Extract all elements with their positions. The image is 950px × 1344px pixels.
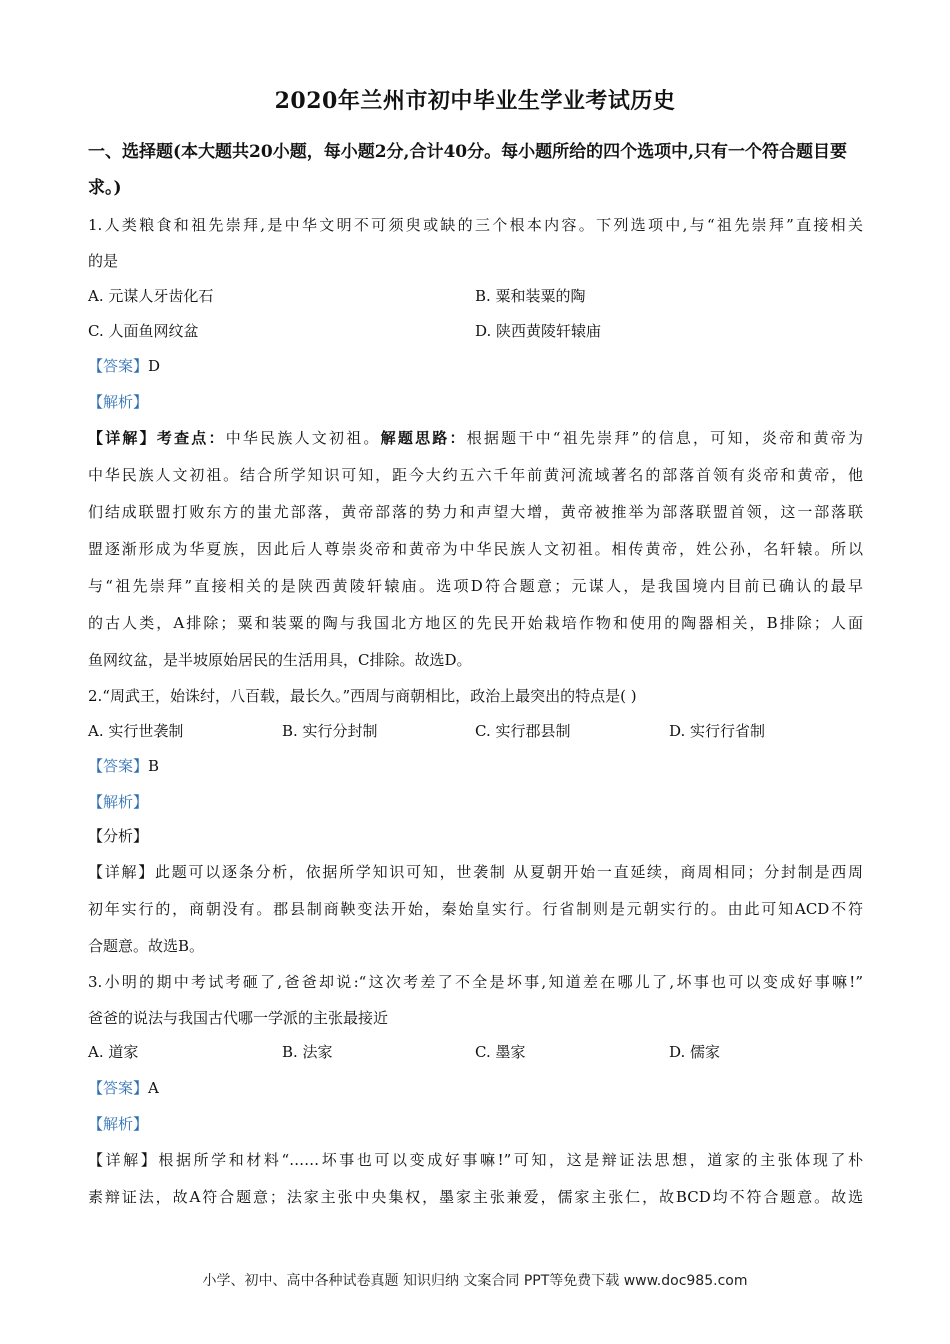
q3-option-a: A. 道家	[88, 1043, 139, 1061]
q2-answer	[88, 755, 159, 776]
q3-stem-line1: 3.小明的期中考试考砸了,爸爸却说:“这次考差了不全是坏事,知道差在哪儿了,坏事也可以变成好事嘛!”	[88, 973, 863, 991]
q3-detail-line2: 素辩证法，故A符合题意；法家主张中央集权，墨家主张兼爱，儒家主张仁，故BCD均不符合题意。故选	[88, 1188, 863, 1206]
analysis-tag: 【解析】	[88, 393, 149, 411]
q1-stem-line2: 的是	[88, 252, 119, 270]
q1-option-c: C. 人面鱼网纹盆	[88, 322, 199, 340]
q3-option-d: D. 儒家	[669, 1043, 721, 1061]
q1-stem-line1: 1.人类粮食和祖先崇拜,是中华文明不可须臾或缺的三个根本内容。下列选项中,与“祖先崇拜”直接相关	[88, 216, 863, 234]
q2-option-a: A. 实行世袭制	[88, 722, 184, 740]
section-heading: 一、选择题(本大题共20小题，每小题2分,合计40分。每小题所给的四个选项中,只有一个符合题目要求。)	[88, 142, 848, 198]
analysis-tag: 【解析】	[88, 793, 149, 811]
q3-option-c: C. 墨家	[475, 1043, 526, 1061]
q1-option-b: B. 粟和装粟的陶	[475, 287, 586, 305]
q1-key1: 考查点：	[156, 429, 226, 447]
q1-key2: 解题思路：	[380, 429, 467, 447]
q2-detail-line3: 合题意。故选B。	[88, 937, 205, 955]
detail-tag: 【详解】	[88, 1151, 159, 1169]
q3-answer	[88, 1077, 159, 1098]
q3-answer-value: A	[148, 1079, 159, 1097]
q2-fenxi: 【分析】	[88, 827, 149, 845]
answer-tag: 【答案】	[88, 1079, 149, 1097]
q1-detail-line7: 鱼网纹盆，是半坡原始居民的生活用具，C排除。故选D。	[88, 651, 472, 669]
page-title: 2020年兰州市初中毕业生学业考试历史	[274, 88, 676, 114]
q1-detail-line4: 盟逐渐形成为华夏族，因此后人尊崇炎帝和黄帝为中华民族人文初祖。相传黄帝，姓公孙，名轩辕。所以	[88, 540, 863, 558]
q1-detail-line5: 与“祖先崇拜”直接相关的是陕西黄陵轩辕庙。选项D符合题意；元谋人，是我国境内目前已确认的最早	[88, 577, 863, 595]
q1-option-d: D. 陕西黄陵轩辕庙	[475, 322, 602, 340]
q1-option-a: A. 元谋人牙齿化石	[88, 287, 214, 305]
q1-answer	[88, 355, 160, 376]
q2-detail-line1	[88, 861, 863, 882]
answer-tag: 【答案】	[88, 757, 149, 775]
q1-text1: 中华民族人文初祖。	[225, 429, 381, 447]
q3-stem-line2: 爸爸的说法与我国古代哪一学派的主张最接近	[88, 1009, 389, 1027]
q1-answer-value: D	[148, 357, 161, 375]
q1-detail-line3: 们结成联盟打败东方的蚩尤部落，黄帝部落的势力和声望大增，黄帝被推举为部落联盟首领，这一部落联	[88, 503, 863, 521]
q2-answer-value: B	[148, 757, 160, 775]
page-footer[interactable]: 小学、初中、高中各种试卷真题 知识归纳 文案合同 PPT等免费下载 www.doc985.com	[202, 1273, 748, 1289]
q2-option-d: D. 实行行省制	[669, 722, 766, 740]
q3-option-b: B. 法家	[282, 1043, 333, 1061]
q2-option-b: B. 实行分封制	[282, 722, 378, 740]
q2-option-c: C. 实行郡县制	[475, 722, 571, 740]
q1-analysis	[88, 391, 148, 412]
q3-detail-line1	[88, 1149, 863, 1170]
q3-detail-text1: 根据所学和材料“……坏事也可以变成好事嘛!”可知，这是辩证法思想，道家的主张体现了朴	[158, 1151, 863, 1169]
q1-detail-line6: 的古人类，A排除；粟和装粟的陶与我国北方地区的先民开始栽培作物和使用的陶器相关，B排除；人面	[88, 614, 863, 632]
analysis-tag: 【解析】	[88, 1115, 149, 1133]
answer-tag: 【答案】	[88, 357, 149, 375]
q2-detail-text1: 此题可以逐条分析，依据所学知识可知，世袭制 从夏朝开始一直延续，商周相同；分封制是西周	[154, 863, 863, 881]
q2-stem: 2.“周武王，始诛纣，八百载，最长久。”西周与商朝相比，政治上最突出的特点是( )	[88, 687, 637, 705]
q3-analysis	[88, 1113, 148, 1134]
detail-tag: 【详解】	[88, 429, 157, 447]
q1-text2: 根据题干中“祖先崇拜”的信息，可知，炎帝和黄帝为	[466, 429, 863, 447]
q2-detail-line2: 初年实行的，商朝没有。郡县制商鞅变法开始，秦始皇实行。行省制则是元朝实行的。由此可知ACD不符	[88, 900, 863, 918]
q1-detail-line2: 中华民族人文初祖。结合所学知识可知，距今大约五六千年前黄河流域著名的部落首领有炎帝和黄帝，他	[88, 466, 863, 484]
detail-tag: 【详解】	[88, 863, 155, 881]
q1-detail-line1	[88, 427, 863, 448]
q2-analysis	[88, 791, 148, 812]
